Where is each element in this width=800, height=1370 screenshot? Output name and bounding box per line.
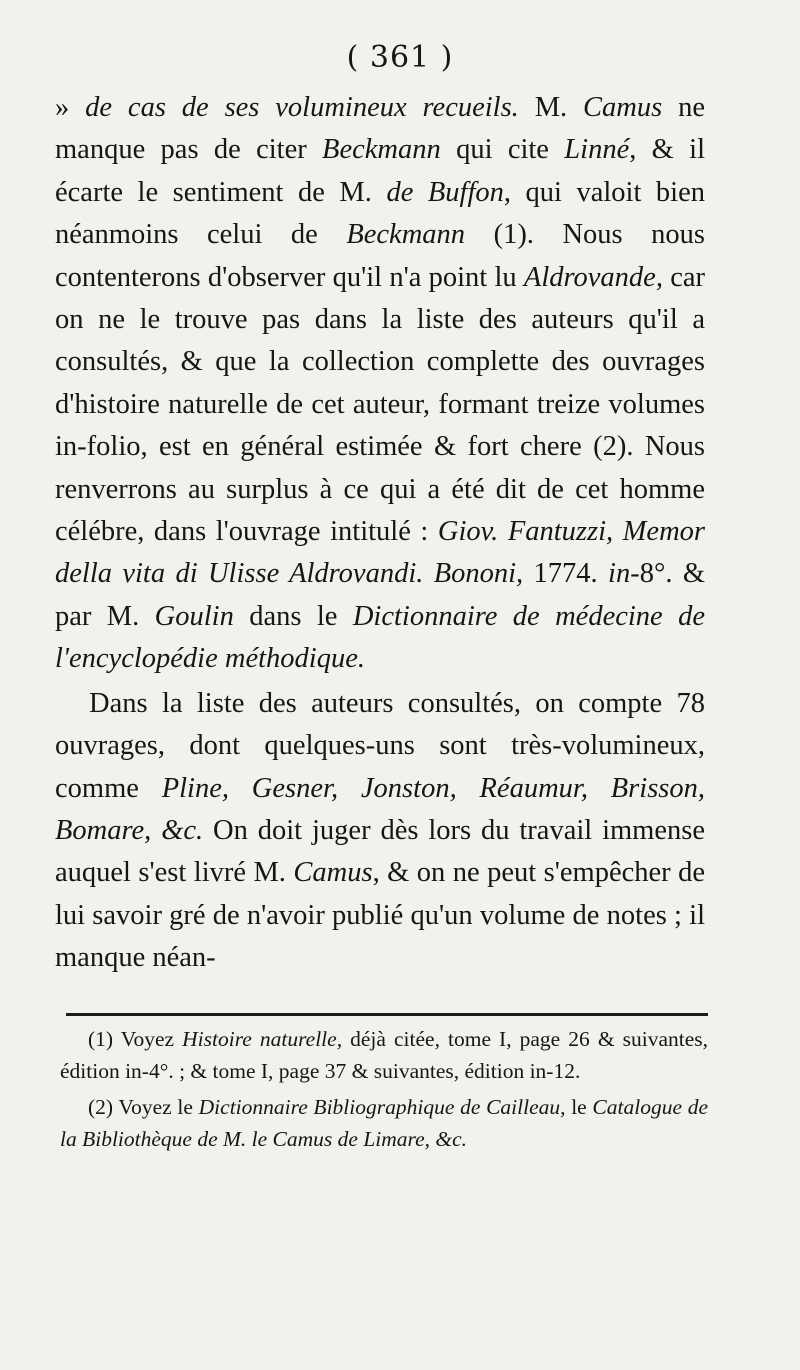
text-run: dans le <box>233 600 353 632</box>
footnote-1 <box>60 1023 708 1087</box>
footnotes <box>60 1023 708 1155</box>
text-run: Dans la liste des auteurs consultés, on compte 78 ouvrages, dont quelques-uns sont très-volumineux, comme <box>55 687 705 804</box>
text-run: (1) Voyez <box>88 1027 183 1051</box>
text-run: M. <box>518 92 584 123</box>
text-run: ne manque pas de citer <box>55 92 706 166</box>
paragraph-1 <box>55 87 705 681</box>
italic-run: Aldrovande, <box>523 261 663 293</box>
text-run: , & il écarte le sentiment de M. <box>55 134 706 208</box>
text-run: 1774. <box>523 558 609 590</box>
italic-run: Camus <box>293 857 373 889</box>
italic-run: Catalogue de la Bibliothèque de M. le Camus de Limare, &c. <box>60 1095 708 1151</box>
italic-run: de Buffon <box>386 176 504 208</box>
italic-run: in <box>608 558 631 590</box>
italic-run: Dictionnaire de médecine de l'encyclopédie méthodique. <box>55 600 705 675</box>
text-run: , qui valoit bien néanmoins celui de <box>55 176 705 251</box>
italic-run: Giov. Fantuzzi, Memor della vita di Ulisse Aldrovandi. Bononi, <box>55 516 705 590</box>
main-text <box>55 87 705 980</box>
text-run: On doit juger dès lors du travail immense auquel s'est livré M. <box>55 814 705 889</box>
italic-run: Beckmann <box>322 134 441 166</box>
text-run: -8°. & par M. <box>55 558 705 632</box>
text-run: le <box>565 1095 593 1119</box>
italic-run: Beckmann <box>346 219 466 251</box>
italic-run: Camus <box>583 92 663 123</box>
footnote-2 <box>60 1091 708 1155</box>
text-run: qui cite <box>440 134 565 166</box>
italic-run: Pline, Gesner, Jonston, Réaumur, Brisson, Bomare, &c. <box>55 772 705 846</box>
italic-run: Goulin <box>154 600 234 632</box>
text-run: car on ne le trouve pas dans la liste des auteurs qu'il a consultés, & que la collection complette des ouvrages d'histoire naturelle de cet auteur, formant treize volumes in-folio, est en général estimée & fort chere (2). Nous renverrons au surplus à ce qui a été dit de cet homme célébre, dans l'ouvrage intitulé : <box>55 261 705 548</box>
italic-run: de cas de ses volumineux recueils. <box>85 92 519 123</box>
text-run: , & on ne peut s'empêcher de lui savoir gré de n'avoir publié qu'un volume de notes ; il manque néan- <box>55 857 705 974</box>
page-number: ( 361 ) <box>346 40 454 75</box>
italic-run: Dictionnaire Bibliographique de Cailleau, <box>198 1095 566 1119</box>
text-run: » <box>55 92 86 123</box>
italic-run: Linné <box>564 134 630 166</box>
paragraph-2 <box>55 683 705 980</box>
text-run: (2) Voyez le <box>88 1095 199 1119</box>
text-run: déjà citée, tome I, page 26 & suivantes, édition in-4°. ; & tome I, page 37 & suivantes, édition in-12. <box>60 1027 708 1083</box>
footnote-separator <box>66 1013 708 1016</box>
italic-run: Histoire naturelle, <box>182 1027 343 1051</box>
text-run: (1). Nous nous contenterons d'observer qu'il n'a point lu <box>55 219 705 293</box>
